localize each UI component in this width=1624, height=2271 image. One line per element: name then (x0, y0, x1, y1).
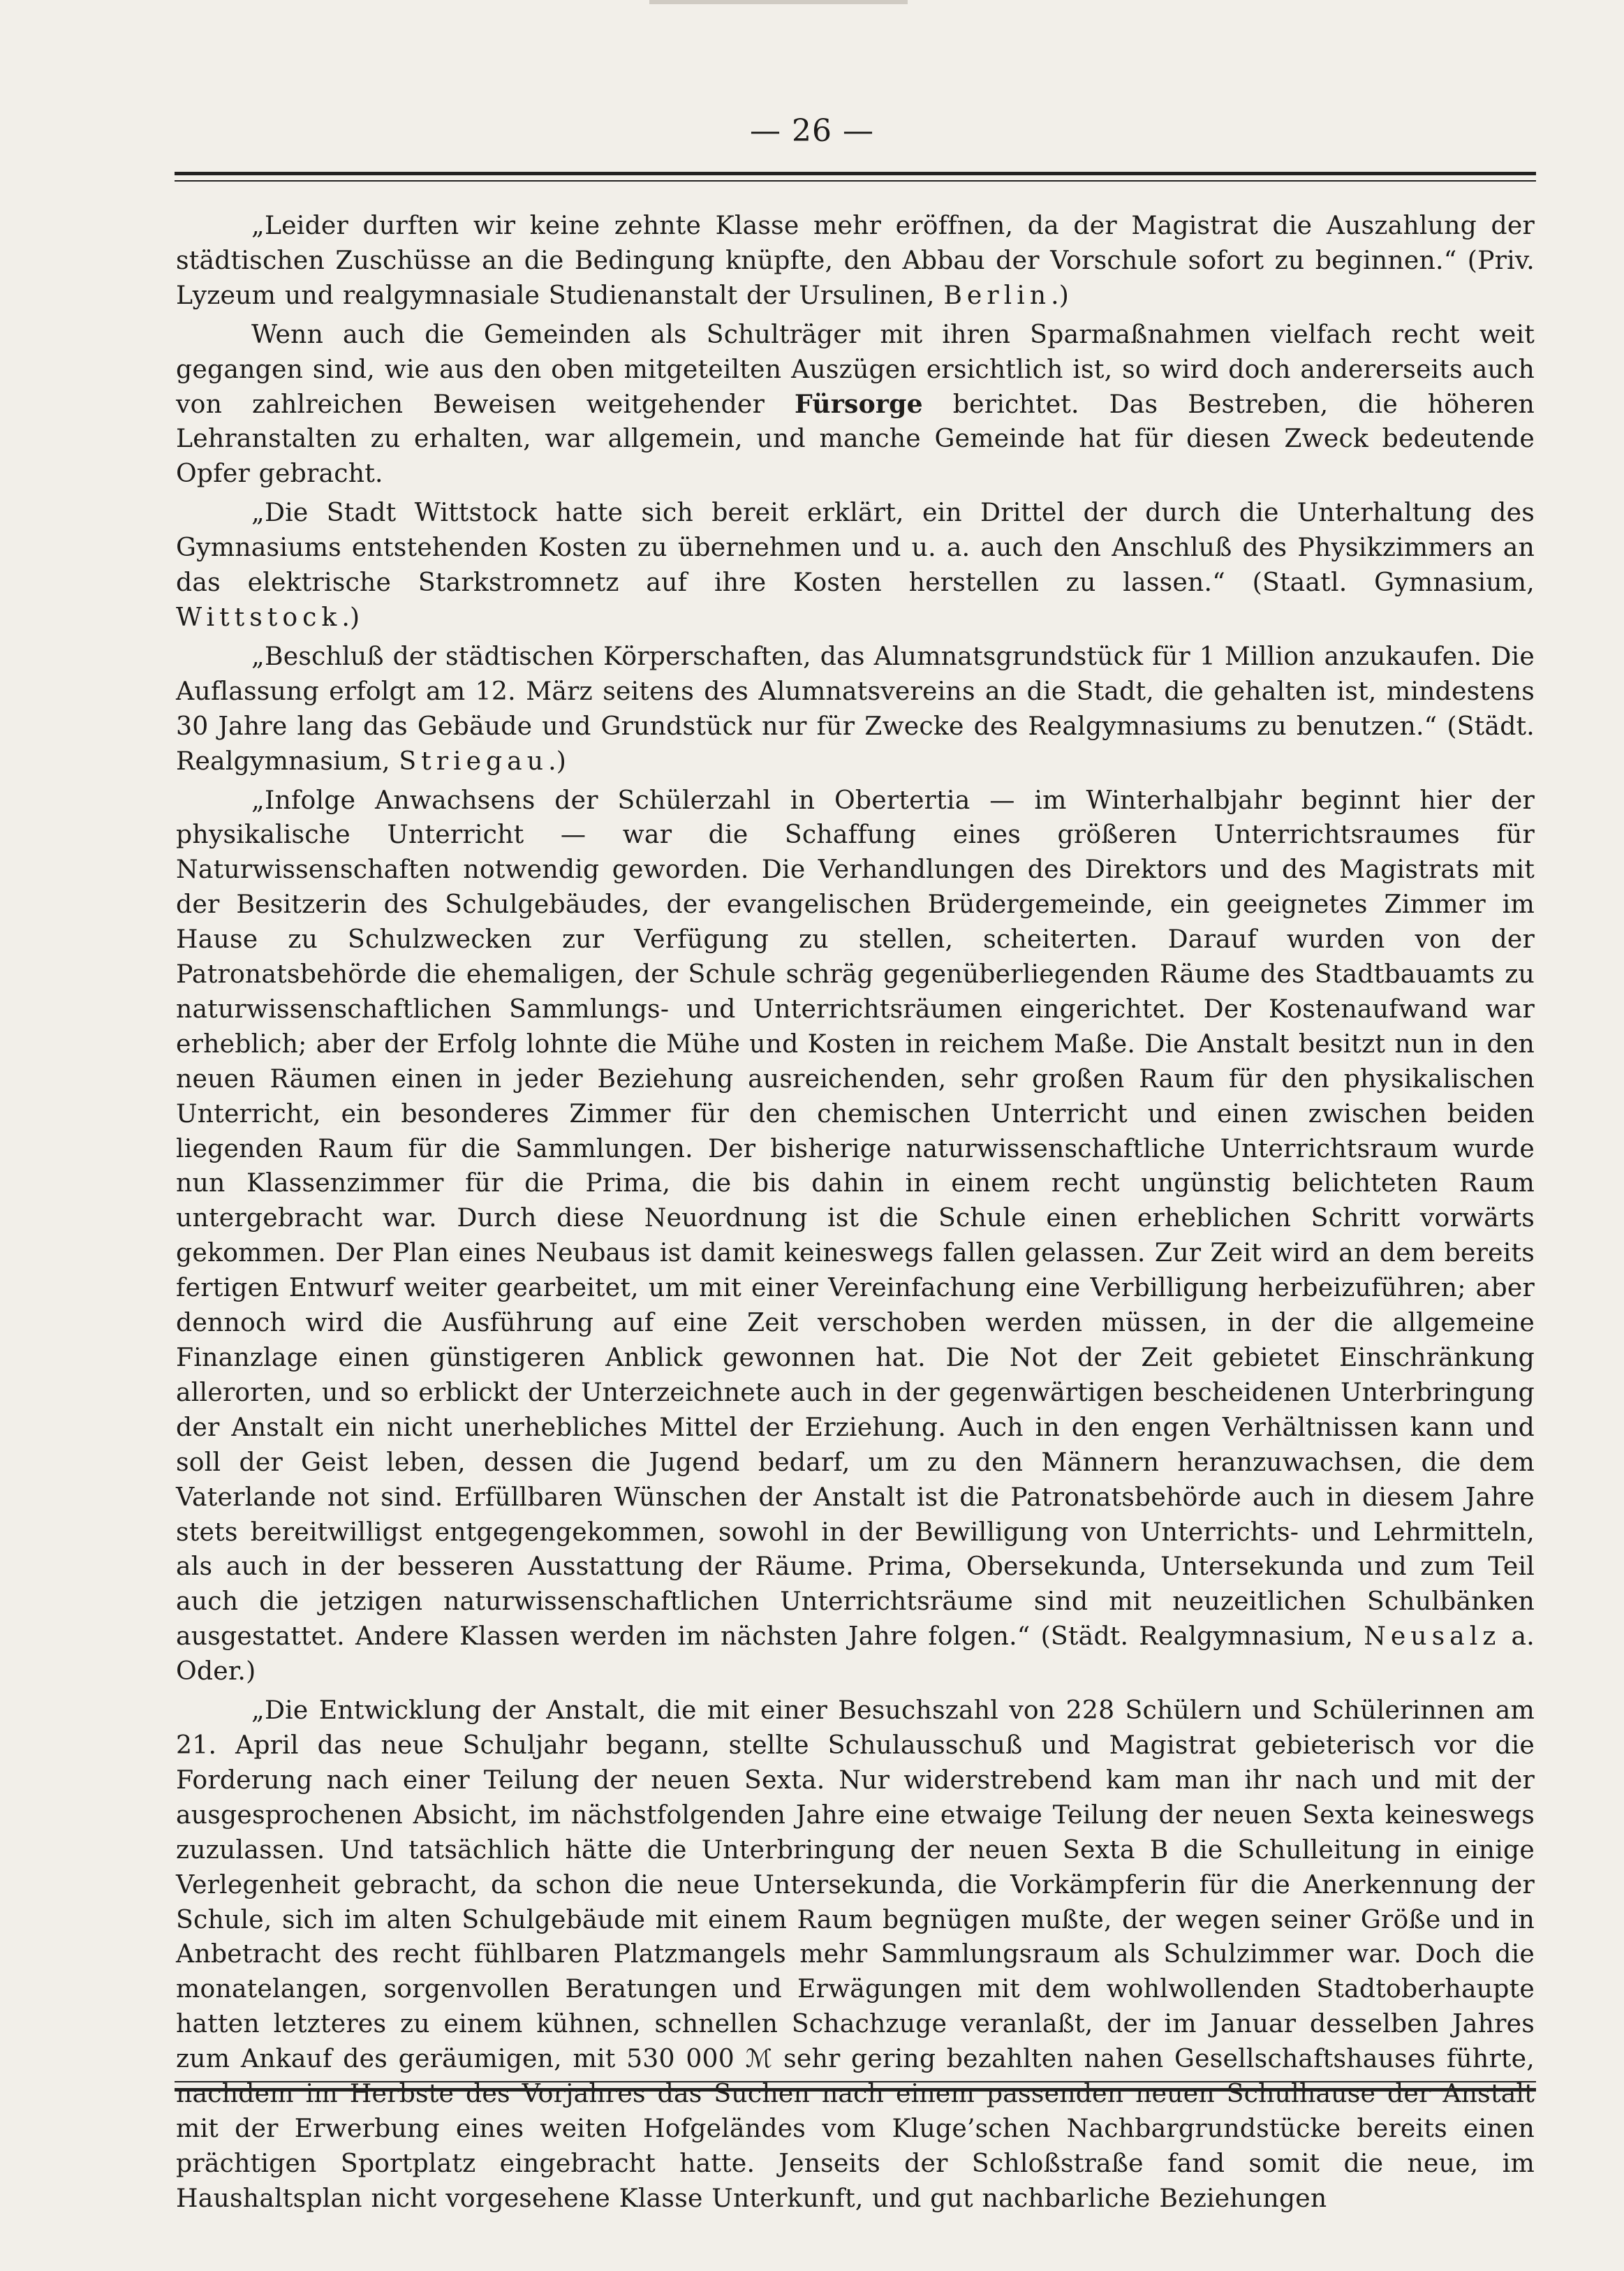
text-run: „Infolge Anwachsens der Schülerzahl in Obertertia — im Winterhalbjahr beginnt hier der physikalische Unterricht — war die Schaffung eines größeren Unterrichtsraumes für Naturwissenschaften notwendig geworden. Die Verhandlungen des Direktors und des Magistrats mit der Besitzerin des Schulgebäudes, der evangelischen Brüdergemeinde, ein geeignetes Zimmer im Hause zu Schulzwecken zur Verfügung zu stellen, scheiterten. Darauf wurden von der Patronatsbehörde die ehemaligen, der Schule schräg gegenüberliegenden Räume des Stadtbauamts zu naturwissenschaftlichen Sammlungs- und Unterrichtsräumen eingerichtet. Der Kostenaufwand war erheblich; aber der Erfolg lohnte die Mühe und Kosten in reichem Maße. Die Anstalt besitzt nun in den neuen Räumen einen in jeder Beziehung ausreichenden, sehr großen Raum für den physikalischen Unterricht, ein besonderes Zimmer für den chemischen Unterricht und einen zwischen beiden liegenden Raum für die Sammlungen. Der bisherige naturwissenschaftliche Unterrichtsraum wurde nun Klassenzimmer für die Prima, die bis dahin in einem recht ungünstig belichteten Raum untergebracht war. Durch diese Neuordnung ist die Schule einen erheblichen Schritt vorwärts gekommen. Der Plan eines Neubaus ist damit keineswegs fallen gelassen. Zur Zeit wird an dem bereits fertigen Entwurf weiter gearbeitet, um mit einer Vereinfachung eine Verbilligung herbeizuführen; aber dennoch wird die Ausführung auf eine Zeit verschoben werden müssen, in der die allgemeine Finanzlage einen günstigeren Anblick gewonnen hat. Die Not der Zeit gebietet Einschränkung allerorten, und so erblickt der Unterzeichnete auch in der gegenwärtigen bescheidenen Unterbringung der Anstalt ein nicht unerhebliches Mittel der Erziehung. Auch in den engen Verhältnissen kann und soll der Geist leben, dessen die Jugend bedarf, um zu den Männern heranzuwachsen, die dem Vaterlande not sind. Erfüllbaren Wünschen der Anstalt ist die Patronatsbehörde auch in diesem Jahre stets bereitwilligst entgegengekommen, sowohl in der Bewilligung von Unterrichts- und Lehrmitteln, als auch in der besseren Ausstattung der Räume. Prima, Obersekunda, Untersekunda und zum Teil auch die jetzigen naturwissenschaftlichen Unterrichtsräume sind mit neuzeitlichen Schulbänken ausgestattet. Andere Klassen werden im nächsten Jahre folgen.“ (Städt. Realgymnasium, (176, 784, 1535, 1652)
text-run: „Die Stadt Wittstock hatte sich bereit erklärt, ein Drittel der durch die Unterhaltung des Gymnasiums entstehenden Kosten zu übernehmen und u. a. auch den Anschluß des Physikzimmers an das elektrische Starkstromnetz auf ihre Kosten herstellen zu lassen.“ (Staatl. Gymnasium, (176, 497, 1535, 598)
top-edge-mark (649, 0, 908, 4)
text-run: .) (341, 601, 360, 632)
spaced-place-name: Berlin (943, 279, 1051, 310)
text-run: Wenn auch die Gemeinden als Schulträger mit ihren Sparmaßnahmen vielfach recht weit gegangen sind, wie aus den oben mitgeteilten Auszügen ersichtlich ist, so wird doch andererseits auch von zahlreichen Beweisen weitgehender (176, 318, 1535, 419)
spaced-place-name: Wittstock (176, 601, 342, 632)
top-rule-thick (175, 172, 1536, 175)
text-run: „Die Entwicklung der Anstalt, die mit einer Besuchszahl von 228 Schülern und Schülerinnen am 21. April das neue Schuljahr begann, stellte Schulausschuß und Magistrat gebieterisch vor die Forderung nach einer Teilung der neuen Sexta. Nur widerstrebend kam man ihr nach und mit der ausgesprochenen Absicht, im nächstfolgenden Jahre eine etwaige Teilung der neuen Sexta keineswegs zuzulassen. Und tatsächlich hätte die Unterbringung der neuen Sexta B die Schulleitung in einige Verlegenheit gebracht, da schon die neue Untersekunda, die Vorkämpferin für die Anerkennung der Schule, sich im alten Schulgebäude mit einem Raum begnügen mußte, der wegen seiner Größe und in Anbetracht des recht fühlbaren Platzmangels mehr Sammlungsraum als Schulzimmer war. Doch die monatelangen, sorgenvollen Beratungen und Erwägungen mit dem wohlwollenden Stadtoberhaupte hatten letzteres zu einem kühnen, schnellen Schachzuge veranlaßt, der im Januar desselben Jahres zum Ankauf des geräumigen, mit 530 000 ℳ sehr gering bezahlten nahen Gesellschaftshauses führte, nachdem im Herbste des Vorjahres das Suchen nach einem passenden neuen Schulhause der Anstalt mit der Erwerbung eines weiten Hofgeländes vom Kluge’schen Nachbargrundstücke bereits einen prächtigen Sportplatz eingebracht hatte. Jenseits der Schloßstraße fand somit die neue, im Haushaltsplan nicht vorgesehene Klasse Unterkunft, und gut nachbarliche Beziehungen (176, 1695, 1535, 2213)
text-run: .) (1051, 279, 1070, 310)
paragraph (176, 783, 1535, 1689)
text-run: a. Oder.) (176, 1621, 1535, 1686)
text-run: „Leider durften wir keine zehnte Klasse mehr eröffnen, da der Magistrat die Auszahlung der städtischen Zuschüsse an die Bedingung knüpfte, den Abbau der Vorschule sofort zu beginnen.“ (Priv. Lyzeum und realgymnasiale Studienanstalt der Ursulinen, (176, 210, 1535, 310)
text-run: .) (548, 745, 567, 776)
paragraph (176, 317, 1535, 492)
text-run: berichtet. Das Bestreben, die höheren Lehranstalten zu erhalten, war allgemein, und manche Gemeinde hat für diesen Zweck bedeutende Opfer gebracht. (176, 388, 1535, 489)
paragraph (176, 208, 1535, 313)
page-number: — 26 — (750, 113, 874, 149)
body-text (176, 208, 1535, 2220)
bottom-rule-thin (175, 2081, 1536, 2082)
text-run: „Beschluß der städtischen Körperschaften, das Alumnatsgrundstück für 1 Million anzukaufen. Die Auflassung erfolgt am 12. März seitens des Alumnatsvereins an die Stadt, die gehalten ist, mindestens 30 Jahre lang das Gebäude und Grundstück nur für Zwecke des Realgymnasiums zu benutzen.“ (Städt. Realgymnasium, (176, 640, 1535, 776)
bottom-rule-thick (175, 2088, 1536, 2092)
paragraph (176, 495, 1535, 635)
paragraph (176, 1693, 1535, 2216)
spaced-place-name: Neusalz (1364, 1621, 1501, 1652)
paragraph (176, 639, 1535, 779)
spaced-place-name: Striegau (399, 745, 549, 776)
emphasized-word: Fürsorge (794, 388, 923, 419)
top-rule-thin (175, 180, 1536, 182)
